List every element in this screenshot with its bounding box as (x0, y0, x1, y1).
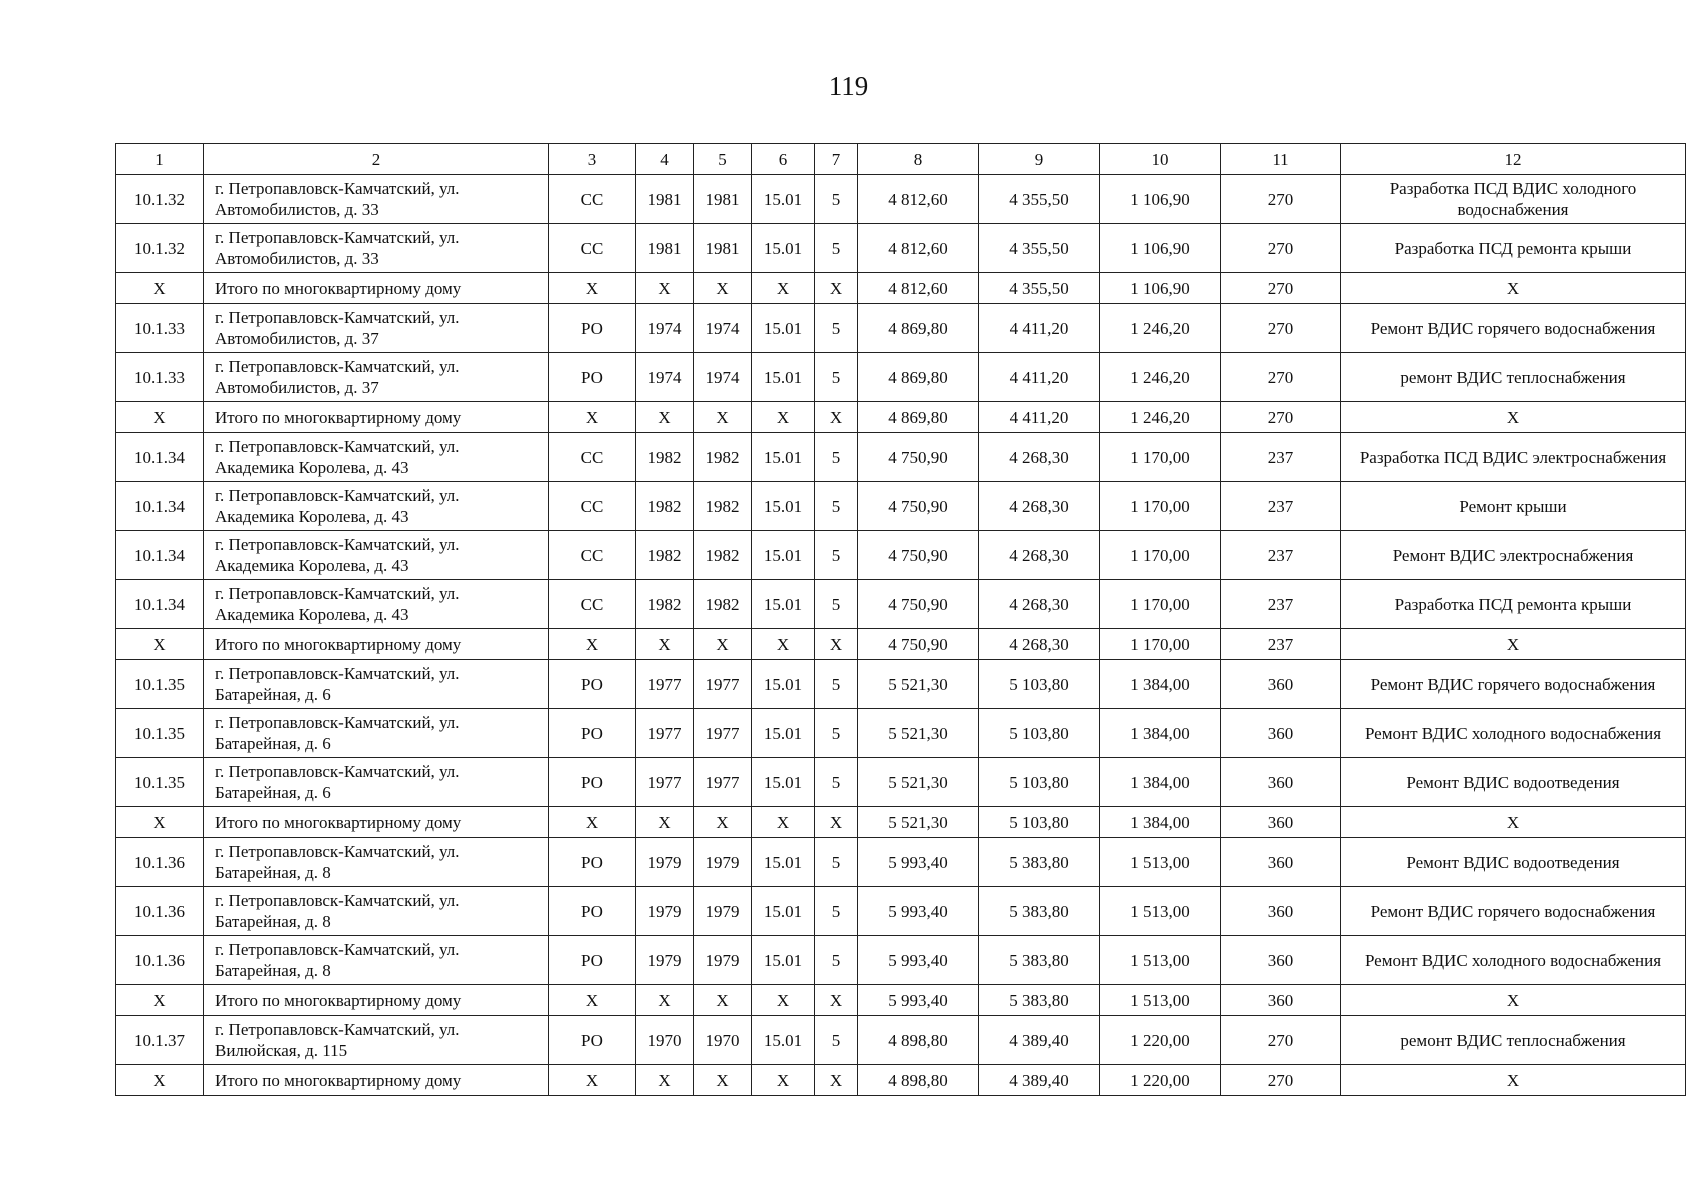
col-residents-cell: 360 (1221, 887, 1341, 936)
col-address-cell: г. Петропавловск-Камчатский, ул. Батарейная, д. 6 (204, 758, 549, 807)
col-residents-cell: 237 (1221, 629, 1341, 660)
col-year-built-cell: Х (636, 807, 694, 838)
col-year-commissioned-cell: Х (694, 629, 752, 660)
col-floors-cell: Х (815, 402, 858, 433)
col-residents-cell: 237 (1221, 580, 1341, 629)
col-living-area-cell: 4 268,30 (979, 629, 1100, 660)
col-material-cell: РО (549, 936, 636, 985)
col-date-cell: 15.01 (752, 353, 815, 402)
col-common-area-cell: 1 170,00 (1100, 629, 1221, 660)
col-year-commissioned-cell: 1977 (694, 758, 752, 807)
col-number-cell: 10.1.34 (116, 482, 204, 531)
col-living-area-cell: 4 389,40 (979, 1016, 1100, 1065)
col-address-cell: г. Петропавловск-Камчатский, ул. Академика Королева, д. 43 (204, 531, 549, 580)
total-row (116, 629, 1686, 660)
col-material-cell: СС (549, 482, 636, 531)
col-year-commissioned-cell: Х (694, 1065, 752, 1096)
col-total-area-cell: 4 812,60 (858, 273, 979, 304)
col-date-cell: 15.01 (752, 224, 815, 273)
col-work-type-cell: Х (1341, 629, 1686, 660)
col-year-built-cell: Х (636, 402, 694, 433)
col-address-cell: Итого по многоквартирному дому (204, 273, 549, 304)
col-living-area-cell: 5 383,80 (979, 985, 1100, 1016)
col-address-cell: г. Петропавловск-Камчатский, ул. Батарейная, д. 8 (204, 887, 549, 936)
col-number-cell: Х (116, 985, 204, 1016)
col-address-cell: Итого по многоквартирному дому (204, 1065, 549, 1096)
col-living-area-cell: 5 103,80 (979, 660, 1100, 709)
col-total-area-cell: 4 869,80 (858, 304, 979, 353)
col-work-type-cell: Ремонт крыши (1341, 482, 1686, 531)
col-total-area-cell: 4 750,90 (858, 433, 979, 482)
col-floors-cell: Х (815, 985, 858, 1016)
col-work-type-cell: ремонт ВДИС теплоснабжения (1341, 353, 1686, 402)
col-work-type-cell: Ремонт ВДИС холодного водоснабжения (1341, 936, 1686, 985)
col-year-commissioned-cell: 1979 (694, 838, 752, 887)
col-residents-cell: 360 (1221, 709, 1341, 758)
col-floors-cell: 5 (815, 304, 858, 353)
col-residents-cell: 360 (1221, 936, 1341, 985)
col-year-commissioned-cell: 1979 (694, 887, 752, 936)
col-date-cell: 15.01 (752, 433, 815, 482)
col-floors-cell: 5 (815, 838, 858, 887)
col-number-cell: Х (116, 629, 204, 660)
col-residents-cell: 360 (1221, 985, 1341, 1016)
header-cell-2: 2 (204, 144, 549, 175)
table-row (116, 580, 1686, 629)
col-total-area-cell: 4 812,60 (858, 175, 979, 224)
table-row (116, 660, 1686, 709)
header-cell-7: 7 (815, 144, 858, 175)
col-address-cell: г. Петропавловск-Камчатский, ул. Батарейная, д. 6 (204, 660, 549, 709)
col-floors-cell: 5 (815, 1016, 858, 1065)
col-year-commissioned-cell: 1979 (694, 936, 752, 985)
col-year-commissioned-cell: 1981 (694, 224, 752, 273)
col-total-area-cell: 5 521,30 (858, 807, 979, 838)
col-residents-cell: 270 (1221, 1016, 1341, 1065)
total-row (116, 402, 1686, 433)
col-date-cell: 15.01 (752, 531, 815, 580)
col-common-area-cell: 1 170,00 (1100, 531, 1221, 580)
col-floors-cell: 5 (815, 887, 858, 936)
col-floors-cell: 5 (815, 482, 858, 531)
col-total-area-cell: 4 869,80 (858, 402, 979, 433)
col-number-cell: 10.1.37 (116, 1016, 204, 1065)
col-date-cell: 15.01 (752, 175, 815, 224)
col-address-cell: г. Петропавловск-Камчатский, ул. Батарейная, д. 8 (204, 936, 549, 985)
col-total-area-cell: 5 993,40 (858, 887, 979, 936)
col-material-cell: РО (549, 758, 636, 807)
col-work-type-cell: Разработка ПСД ВДИС электроснабжения (1341, 433, 1686, 482)
col-year-built-cell: 1981 (636, 175, 694, 224)
col-residents-cell: 270 (1221, 402, 1341, 433)
col-total-area-cell: 4 898,80 (858, 1016, 979, 1065)
total-row (116, 1065, 1686, 1096)
col-year-commissioned-cell: 1974 (694, 304, 752, 353)
col-date-cell: 15.01 (752, 580, 815, 629)
col-address-cell: г. Петропавловск-Камчатский, ул. Академика Королева, д. 43 (204, 580, 549, 629)
col-total-area-cell: 4 869,80 (858, 353, 979, 402)
col-floors-cell: Х (815, 629, 858, 660)
col-number-cell: 10.1.36 (116, 887, 204, 936)
table-header-row (116, 144, 1686, 175)
col-residents-cell: 270 (1221, 353, 1341, 402)
col-address-cell: Итого по многоквартирному дому (204, 629, 549, 660)
col-date-cell: Х (752, 985, 815, 1016)
col-common-area-cell: 1 170,00 (1100, 482, 1221, 531)
col-date-cell: 15.01 (752, 482, 815, 531)
col-living-area-cell: 5 383,80 (979, 838, 1100, 887)
col-material-cell: Х (549, 402, 636, 433)
col-year-built-cell: 1981 (636, 224, 694, 273)
col-total-area-cell: 4 750,90 (858, 629, 979, 660)
col-number-cell: 10.1.35 (116, 758, 204, 807)
col-year-commissioned-cell: 1974 (694, 353, 752, 402)
col-date-cell: 15.01 (752, 304, 815, 353)
col-work-type-cell: Ремонт ВДИС горячего водоснабжения (1341, 660, 1686, 709)
col-address-cell: г. Петропавловск-Камчатский, ул. Академика Королева, д. 43 (204, 482, 549, 531)
col-address-cell: г. Петропавловск-Камчатский, ул. Автомобилистов, д. 33 (204, 224, 549, 273)
col-floors-cell: Х (815, 807, 858, 838)
col-year-built-cell: 1977 (636, 758, 694, 807)
col-floors-cell: 5 (815, 660, 858, 709)
housing-repair-table (115, 143, 1686, 1096)
col-work-type-cell: Х (1341, 273, 1686, 304)
col-floors-cell: Х (815, 273, 858, 304)
col-material-cell: РО (549, 660, 636, 709)
table-row (116, 433, 1686, 482)
col-work-type-cell: Х (1341, 402, 1686, 433)
col-number-cell: Х (116, 807, 204, 838)
col-year-commissioned-cell: Х (694, 807, 752, 838)
col-residents-cell: 360 (1221, 660, 1341, 709)
col-date-cell: 15.01 (752, 709, 815, 758)
col-year-built-cell: 1979 (636, 936, 694, 985)
col-living-area-cell: 5 383,80 (979, 936, 1100, 985)
col-number-cell: 10.1.33 (116, 353, 204, 402)
col-common-area-cell: 1 246,20 (1100, 304, 1221, 353)
col-material-cell: СС (549, 175, 636, 224)
col-floors-cell: 5 (815, 709, 858, 758)
total-row (116, 807, 1686, 838)
col-date-cell: 15.01 (752, 660, 815, 709)
col-living-area-cell: 4 268,30 (979, 531, 1100, 580)
table-row (116, 758, 1686, 807)
col-address-cell: Итого по многоквартирному дому (204, 807, 549, 838)
col-living-area-cell: 5 103,80 (979, 807, 1100, 838)
col-living-area-cell: 5 383,80 (979, 887, 1100, 936)
col-year-built-cell: Х (636, 273, 694, 304)
col-living-area-cell: 4 268,30 (979, 433, 1100, 482)
col-address-cell: Итого по многоквартирному дому (204, 985, 549, 1016)
col-total-area-cell: 4 750,90 (858, 531, 979, 580)
col-address-cell: г. Петропавловск-Камчатский, ул. Батарейная, д. 6 (204, 709, 549, 758)
col-work-type-cell: Ремонт ВДИС холодного водоснабжения (1341, 709, 1686, 758)
col-total-area-cell: 5 521,30 (858, 709, 979, 758)
table-row (116, 353, 1686, 402)
col-residents-cell: 270 (1221, 273, 1341, 304)
table-row (116, 1016, 1686, 1065)
col-living-area-cell: 4 355,50 (979, 175, 1100, 224)
table-row (116, 936, 1686, 985)
col-common-area-cell: 1 106,90 (1100, 224, 1221, 273)
col-living-area-cell: 4 389,40 (979, 1065, 1100, 1096)
col-material-cell: РО (549, 887, 636, 936)
col-total-area-cell: 5 521,30 (858, 758, 979, 807)
header-cell-8: 8 (858, 144, 979, 175)
col-number-cell: Х (116, 273, 204, 304)
col-year-commissioned-cell: 1970 (694, 1016, 752, 1065)
col-date-cell: 15.01 (752, 758, 815, 807)
col-common-area-cell: 1 513,00 (1100, 936, 1221, 985)
col-number-cell: 10.1.34 (116, 580, 204, 629)
col-year-commissioned-cell: Х (694, 273, 752, 304)
table-row (116, 224, 1686, 273)
col-year-built-cell: 1977 (636, 660, 694, 709)
col-year-built-cell: 1974 (636, 353, 694, 402)
col-material-cell: РО (549, 1016, 636, 1065)
col-living-area-cell: 4 411,20 (979, 402, 1100, 433)
col-common-area-cell: 1 220,00 (1100, 1016, 1221, 1065)
col-address-cell: г. Петропавловск-Камчатский, ул. Автомобилистов, д. 33 (204, 175, 549, 224)
col-material-cell: СС (549, 531, 636, 580)
col-common-area-cell: 1 513,00 (1100, 887, 1221, 936)
col-material-cell: СС (549, 224, 636, 273)
col-year-built-cell: 1982 (636, 433, 694, 482)
total-row (116, 273, 1686, 304)
col-year-built-cell: 1982 (636, 531, 694, 580)
col-year-commissioned-cell: Х (694, 985, 752, 1016)
col-material-cell: Х (549, 807, 636, 838)
col-residents-cell: 270 (1221, 175, 1341, 224)
col-living-area-cell: 4 268,30 (979, 580, 1100, 629)
col-floors-cell: 5 (815, 353, 858, 402)
col-date-cell: 15.01 (752, 838, 815, 887)
col-common-area-cell: 1 384,00 (1100, 709, 1221, 758)
col-year-built-cell: Х (636, 1065, 694, 1096)
col-residents-cell: 270 (1221, 224, 1341, 273)
col-number-cell: 10.1.33 (116, 304, 204, 353)
col-address-cell: г. Петропавловск-Камчатский, ул. Батарейная, д. 8 (204, 838, 549, 887)
col-common-area-cell: 1 513,00 (1100, 838, 1221, 887)
col-year-commissioned-cell: 1982 (694, 580, 752, 629)
col-number-cell: Х (116, 402, 204, 433)
col-material-cell: Х (549, 629, 636, 660)
page-number: 119 (828, 71, 869, 101)
col-residents-cell: 360 (1221, 838, 1341, 887)
col-common-area-cell: 1 384,00 (1100, 660, 1221, 709)
table-body (116, 144, 1686, 1096)
col-residents-cell: 270 (1221, 304, 1341, 353)
col-work-type-cell: ремонт ВДИС теплоснабжения (1341, 1016, 1686, 1065)
col-residents-cell: 237 (1221, 433, 1341, 482)
col-year-commissioned-cell: 1982 (694, 531, 752, 580)
col-work-type-cell: Ремонт ВДИС горячего водоснабжения (1341, 304, 1686, 353)
col-total-area-cell: 5 993,40 (858, 985, 979, 1016)
col-date-cell: Х (752, 273, 815, 304)
col-address-cell: г. Петропавловск-Камчатский, ул. Академика Королева, д. 43 (204, 433, 549, 482)
col-number-cell: 10.1.34 (116, 433, 204, 482)
col-living-area-cell: 4 411,20 (979, 353, 1100, 402)
col-living-area-cell: 4 411,20 (979, 304, 1100, 353)
col-year-built-cell: 1974 (636, 304, 694, 353)
col-work-type-cell: Х (1341, 807, 1686, 838)
col-year-built-cell: Х (636, 629, 694, 660)
col-common-area-cell: 1 384,00 (1100, 807, 1221, 838)
col-year-built-cell: Х (636, 985, 694, 1016)
col-total-area-cell: 4 750,90 (858, 580, 979, 629)
col-residents-cell: 237 (1221, 482, 1341, 531)
col-common-area-cell: 1 220,00 (1100, 1065, 1221, 1096)
col-floors-cell: 5 (815, 224, 858, 273)
col-common-area-cell: 1 384,00 (1100, 758, 1221, 807)
table-row (116, 709, 1686, 758)
header-cell-11: 11 (1221, 144, 1341, 175)
col-common-area-cell: 1 513,00 (1100, 985, 1221, 1016)
col-number-cell: 10.1.32 (116, 175, 204, 224)
col-address-cell: г. Петропавловск-Камчатский, ул. Автомобилистов, д. 37 (204, 353, 549, 402)
col-date-cell: Х (752, 402, 815, 433)
col-work-type-cell: Ремонт ВДИС водоотведения (1341, 758, 1686, 807)
col-year-built-cell: 1979 (636, 887, 694, 936)
col-date-cell: 15.01 (752, 887, 815, 936)
col-address-cell: г. Петропавловск-Камчатский, ул. Вилюйская, д. 115 (204, 1016, 549, 1065)
table-row (116, 531, 1686, 580)
table-row (116, 838, 1686, 887)
header-cell-6: 6 (752, 144, 815, 175)
col-number-cell: 10.1.36 (116, 936, 204, 985)
header-cell-3: 3 (549, 144, 636, 175)
header-cell-12: 12 (1341, 144, 1686, 175)
total-row (116, 985, 1686, 1016)
col-total-area-cell: 5 993,40 (858, 838, 979, 887)
col-year-commissioned-cell: 1977 (694, 709, 752, 758)
col-date-cell: Х (752, 1065, 815, 1096)
table-row (116, 887, 1686, 936)
col-material-cell: СС (549, 433, 636, 482)
header-cell-9: 9 (979, 144, 1100, 175)
col-date-cell: 15.01 (752, 1016, 815, 1065)
header-cell-5: 5 (694, 144, 752, 175)
header-cell-1: 1 (116, 144, 204, 175)
col-number-cell: Х (116, 1065, 204, 1096)
col-number-cell: 10.1.32 (116, 224, 204, 273)
table-row (116, 175, 1686, 224)
header-cell-10: 10 (1100, 144, 1221, 175)
col-living-area-cell: 4 355,50 (979, 273, 1100, 304)
col-common-area-cell: 1 170,00 (1100, 580, 1221, 629)
col-work-type-cell: Ремонт ВДИС горячего водоснабжения (1341, 887, 1686, 936)
col-year-built-cell: 1979 (636, 838, 694, 887)
col-common-area-cell: 1 246,20 (1100, 402, 1221, 433)
col-address-cell: Итого по многоквартирному дому (204, 402, 549, 433)
col-work-type-cell: Х (1341, 985, 1686, 1016)
col-floors-cell: 5 (815, 175, 858, 224)
col-work-type-cell: Разработка ПСД ВДИС холодного водоснабжения (1341, 175, 1686, 224)
col-year-commissioned-cell: 1977 (694, 660, 752, 709)
col-living-area-cell: 5 103,80 (979, 758, 1100, 807)
col-material-cell: Х (549, 273, 636, 304)
col-total-area-cell: 5 521,30 (858, 660, 979, 709)
col-year-built-cell: 1982 (636, 482, 694, 531)
col-year-built-cell: 1977 (636, 709, 694, 758)
col-material-cell: РО (549, 304, 636, 353)
col-residents-cell: 360 (1221, 807, 1341, 838)
col-residents-cell: 237 (1221, 531, 1341, 580)
table-row (116, 304, 1686, 353)
col-floors-cell: 5 (815, 936, 858, 985)
col-floors-cell: Х (815, 1065, 858, 1096)
col-year-commissioned-cell: 1982 (694, 482, 752, 531)
col-work-type-cell: Разработка ПСД ремонта крыши (1341, 580, 1686, 629)
col-material-cell: РО (549, 838, 636, 887)
col-total-area-cell: 4 750,90 (858, 482, 979, 531)
col-year-commissioned-cell: 1981 (694, 175, 752, 224)
col-floors-cell: 5 (815, 758, 858, 807)
col-total-area-cell: 5 993,40 (858, 936, 979, 985)
col-address-cell: г. Петропавловск-Камчатский, ул. Автомобилистов, д. 37 (204, 304, 549, 353)
col-common-area-cell: 1 170,00 (1100, 433, 1221, 482)
col-number-cell: 10.1.36 (116, 838, 204, 887)
col-material-cell: СС (549, 580, 636, 629)
col-number-cell: 10.1.35 (116, 660, 204, 709)
col-date-cell: 15.01 (752, 936, 815, 985)
col-work-type-cell: Разработка ПСД ремонта крыши (1341, 224, 1686, 273)
col-living-area-cell: 4 268,30 (979, 482, 1100, 531)
col-common-area-cell: 1 106,90 (1100, 273, 1221, 304)
col-year-built-cell: 1970 (636, 1016, 694, 1065)
col-material-cell: Х (549, 985, 636, 1016)
col-year-built-cell: 1982 (636, 580, 694, 629)
col-date-cell: Х (752, 807, 815, 838)
col-floors-cell: 5 (815, 580, 858, 629)
col-total-area-cell: 4 898,80 (858, 1065, 979, 1096)
table-row (116, 482, 1686, 531)
col-floors-cell: 5 (815, 531, 858, 580)
col-common-area-cell: 1 246,20 (1100, 353, 1221, 402)
col-residents-cell: 270 (1221, 1065, 1341, 1096)
col-living-area-cell: 5 103,80 (979, 709, 1100, 758)
col-common-area-cell: 1 106,90 (1100, 175, 1221, 224)
col-work-type-cell: Х (1341, 1065, 1686, 1096)
col-date-cell: Х (752, 629, 815, 660)
col-number-cell: 10.1.34 (116, 531, 204, 580)
col-work-type-cell: Ремонт ВДИС водоотведения (1341, 838, 1686, 887)
header-cell-4: 4 (636, 144, 694, 175)
col-material-cell: Х (549, 1065, 636, 1096)
col-total-area-cell: 4 812,60 (858, 224, 979, 273)
col-living-area-cell: 4 355,50 (979, 224, 1100, 273)
col-number-cell: 10.1.35 (116, 709, 204, 758)
col-floors-cell: 5 (815, 433, 858, 482)
col-work-type-cell: Ремонт ВДИС электроснабжения (1341, 531, 1686, 580)
col-material-cell: РО (549, 709, 636, 758)
col-year-commissioned-cell: Х (694, 402, 752, 433)
col-year-commissioned-cell: 1982 (694, 433, 752, 482)
col-material-cell: РО (549, 353, 636, 402)
col-residents-cell: 360 (1221, 758, 1341, 807)
